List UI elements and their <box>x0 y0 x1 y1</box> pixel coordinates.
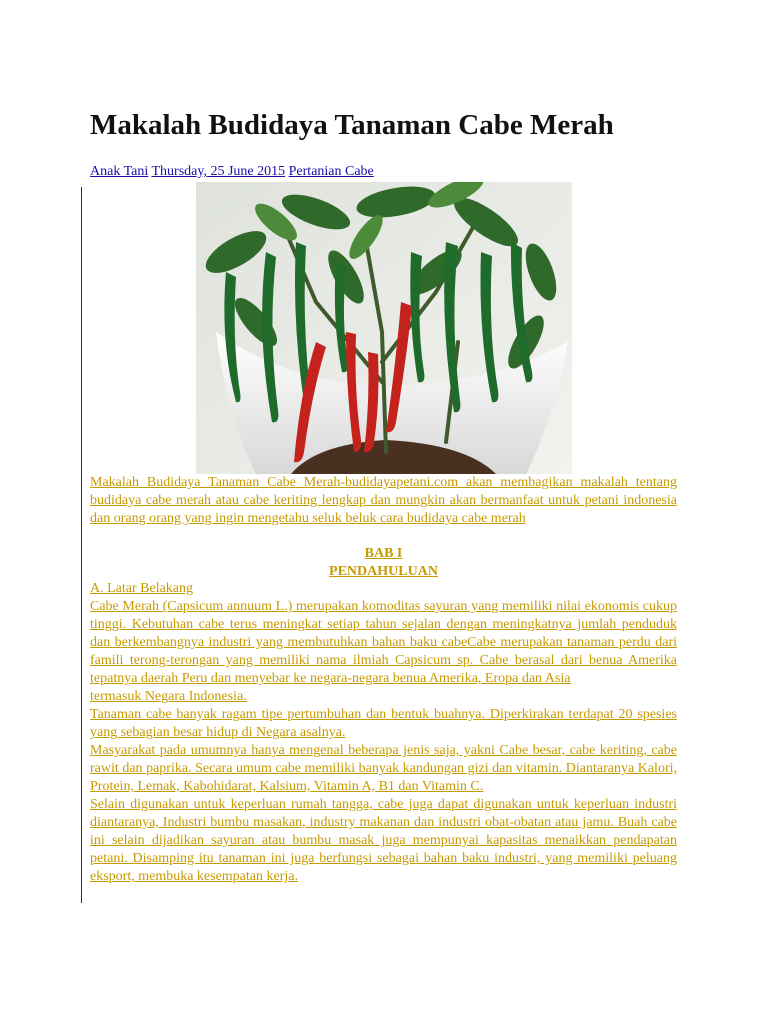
intro-paragraph[interactable]: Makalah Budidaya Tanaman Cabe Merah-budidayapetani.com akan membagikan makalah tentang budidaya cabe merah atau cabe keriting lengkap dan mungkin akan bermanfaat untuk petani indonesia dan orang orang yang ingin mengetahu seluk beluk cara budidaya cabe merah <box>90 475 677 526</box>
article-body <box>90 580 677 886</box>
date-link[interactable]: Thursday, 25 June 2015 <box>151 164 286 179</box>
left-border-line <box>81 187 82 903</box>
chapter-label: BAB I <box>364 546 403 561</box>
article-title: Makalah Budidaya Tanaman Cabe Merah <box>90 109 614 141</box>
chapter-title: PENDAHULUAN <box>329 564 438 579</box>
body-paragraph: Selain digunakan untuk keperluan rumah tangga, cabe juga dapat digunakan untuk keperluan industri diantaranya, Industri bumbu masakan, industry makanan dan industri obat-obatan atau jamu. Buah cabe ini selain dijadikan sayuran atau bumbu masak juga mempunyai kapasitas menaikkan pendapatan petani. Disamping itu tanaman ini juga berfungsi sebagai bahan baku industri, yang memiliki peluang eksport, membuka kesempatan kerja. <box>90 797 677 884</box>
body-paragraph: termasuk Negara Indonesia. <box>90 689 247 704</box>
chili-plant-photo <box>196 182 572 474</box>
body-paragraph: Masyarakat pada umumnya hanya mengenal beberapa jenis saja, yakni Cabe besar, cabe keriting, cabe rawit dan paprika. Secara umum cabe memiliki banyak kandungan gizi dan vitamin. Diantaranya Kalori, Protein, Lemak, Kabohidarat, Kalsium, Vitamin A, B1 dan Vitamin C. <box>90 743 677 794</box>
body-paragraph: Cabe Merah (Capsicum annuum L.) merupakan komoditas sayuran yang memiliki nilai ekonomis cukup tinggi. Kebutuhan cabe terus meningkat setiap tahun sejalan dengan meningkatnya jumlah penduduk dan berkembangnya industri yang membutuhkan bahan baku cabeCabe merupakan tanaman perdu dari famili terong-terongan yang memiliki nama ilmiah Capsicum sp. Cabe berasal dari benua Amerika tepatnya daerah Peru dan menyebar ke negara-negara benua Amerika, Eropa dan Asia <box>90 599 677 686</box>
category-link[interactable]: Pertanian Cabe <box>288 164 374 179</box>
author-link[interactable]: Anak Tani <box>90 164 149 179</box>
body-paragraph: Tanaman cabe banyak ragam tipe pertumbuhan dan bentuk buahnya. Diperkirakan terdapat 20 spesies yang sebagian besar hidup di Negara asalnya. <box>90 707 677 740</box>
section-heading: A. Latar Belakang <box>90 581 194 596</box>
post-meta <box>90 164 374 180</box>
